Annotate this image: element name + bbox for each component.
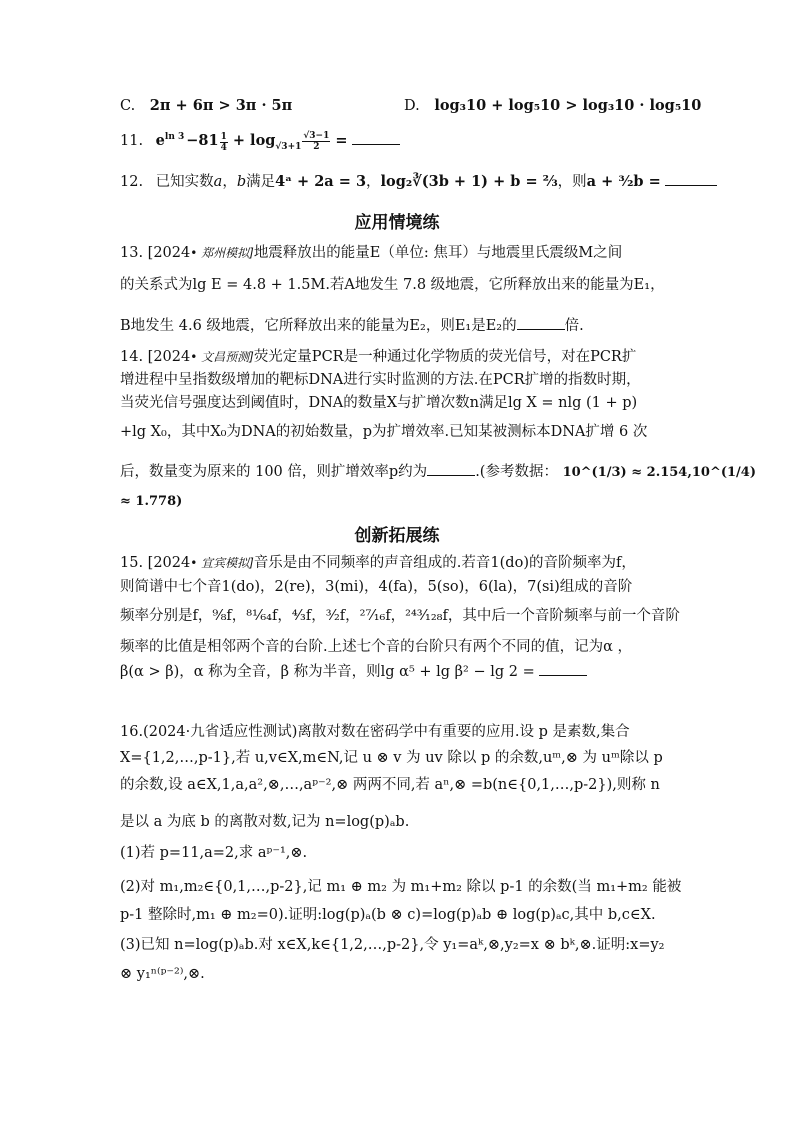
q12-var-b: b (236, 174, 247, 190)
question-13-line-3 (120, 316, 584, 336)
question-13-line-1 (120, 243, 622, 263)
question-15-line-2: 则简谱中七个音1(do)，2(re)，3(mi)，4(fa)，5(so)，6(la)，7(si)组成的音阶 (120, 579, 633, 595)
question-14-line-3: 当荧光信号强度达到阈值时，DNA的数量X与扩增次数n满足lg X = nlg (1 + p) (120, 395, 638, 411)
q12-equation-2: log₂∛(3b + 1) + b = ⅔ (380, 173, 558, 190)
answer-blank[interactable] (352, 131, 400, 145)
question-16-line-3: 的余数,设 a∈X,1,a,a²,⊗,…,aᵖ⁻²,⊗ 两两不同,若 aⁿ,⊗ =b(n∈{0,1,…,p-2}),则称 n (120, 777, 660, 793)
question-14-line-6: ≈ 1.778) (120, 494, 183, 509)
question-16-line-6: (2)对 m₁,m₂∈{0,1,…,p-2},记 m₁ ⊕ m₂ 为 m₁+m₂ 除以 p-1 的余数(当 m₁+m₂ 能被 (120, 879, 682, 895)
question-number: 11. (120, 133, 144, 149)
q11-exp-quarter (220, 132, 228, 153)
section-heading-application: 应用情境练 (354, 213, 440, 233)
question-12 (120, 170, 717, 194)
question-15-line-3: 频率分别是f，⁹⁄₈f，⁸¹⁄₆₄f，⁴⁄₃f，³⁄₂f，²⁷⁄₁₆f，²⁴³⁄₁₂₈f，其中后一个音阶频率与前一个音阶 (120, 608, 680, 624)
fraction-numerator: √3−1 (303, 130, 330, 141)
q11-term-e: e (155, 132, 165, 149)
q12-text: 已知实数 (155, 174, 214, 190)
q15-year: 15. [2024 (120, 555, 191, 571)
answer-blank[interactable] (427, 462, 475, 476)
q13-text: 地震释放出的能量E（单位: 焦耳）与地震里氏震级M之间 (253, 245, 623, 261)
question-number: 12. (120, 174, 144, 190)
q13-source: • 郑州模拟] (190, 246, 254, 260)
question-16-line-8: (3)已知 n=log(p)ₐb.对 x∈X,k∈{1,2,…,p-2},令 y₁=aᵏ,⊗,y₂=x ⊗ bᵏ,⊗.证明:x=y₂ (120, 937, 665, 953)
q11-term-81: −81 (186, 132, 219, 149)
option-d-label: D. (404, 98, 420, 114)
q15-text: β(α > β)，α 称为全音，β 称为半音，则lg α⁵ + lg β² − lg 2 = (120, 664, 535, 680)
q12-text: 满足 (246, 174, 276, 190)
q11-equals: = (335, 132, 348, 149)
q13-year: 13. [2024 (120, 245, 191, 261)
question-16-line-7: p-1 整除时,m₁ ⊕ m₂=0).证明:log(p)ₐ(b ⊗ c)=log(p)ₐb ⊕ log(p)ₐc,其中 b,c∈X. (120, 907, 656, 923)
question-14-line-1 (120, 347, 636, 367)
question-15-line-4: 频率的比值是相邻两个音的台阶.上述七个音的台阶只有两个不同的值，记为α ， (120, 639, 633, 655)
q12-text: ，则 (557, 174, 587, 190)
section-heading-innovation: 创新拓展练 (354, 526, 440, 546)
fraction-numerator: 1 (220, 132, 227, 143)
answer-blank[interactable] (517, 316, 565, 330)
option-c-label: C. (120, 98, 136, 114)
question-13-line-2: 的关系式为lg E = 4.8 + 1.5M.若A地发生 7.8 级地震，它所释放出来的能量为E₁， (120, 277, 665, 293)
question-16-line-9: ⊗ y₁ⁿ⁽ᵖ⁻²⁾,⊗. (120, 966, 205, 982)
q11-log-arg (302, 131, 330, 152)
q14-reference-data: 10^(1/3) ≈ 2.154,10^(1/4) (562, 465, 757, 480)
option-d (404, 96, 701, 116)
q12-equation-1: 4ᵃ + 2a = 3 (275, 173, 367, 190)
question-16-line-2: X={1,2,…,p-1},若 u,v∈X,m∈N,记 u ⊗ v 为 uv 除以 p 的余数,uᵐ,⊗ 为 uᵐ除以 p (120, 750, 663, 766)
q11-exp-ln3: ln 3 (164, 132, 185, 143)
q14-text: 荧光定量PCR是一种通过化学物质的荧光信号，对在PCR扩 (253, 349, 637, 365)
q12-text: ， (366, 174, 381, 190)
question-14-line-2: 增进程中呈指数级增加的靶标DNA进行实时监测的方法.在PCR扩增的指数时期， (120, 372, 641, 388)
q11-log-base: √3+1 (275, 141, 302, 152)
q13-text: 倍. (564, 318, 584, 334)
q14-source: • 文昌预测] (190, 350, 254, 364)
q11-term-log: + log (232, 132, 276, 149)
q14-year: 14. [2024 (120, 349, 191, 365)
option-c-expr: 2π + 6π > 3π · 5π (149, 97, 293, 114)
question-16-line-5: (1)若 p=11,a=2,求 aᵖ⁻¹,⊗. (120, 845, 308, 861)
q14-text: .(参考数据： (475, 464, 558, 480)
question-16-line-1: 16.(2024·九省适应性测试)离散对数在密码学中有重要的应用.设 p 是素数,集合 (120, 724, 630, 740)
fraction-denominator: 4 (220, 143, 227, 154)
question-15-line-5 (120, 662, 587, 682)
question-11 (120, 128, 400, 154)
question-15-line-1 (120, 553, 636, 573)
question-16-line-4: 是以 a 为底 b 的离散对数,记为 n=log(p)ₐb. (120, 814, 410, 830)
question-14-line-4: +lg X₀，其中X₀为DNA的初始数量，p为扩增效率.已知某被测标本DNA扩增 6 次 (120, 424, 648, 440)
q12-equation-3: a + ³⁄₂b = (586, 173, 661, 190)
answer-blank[interactable] (665, 172, 717, 186)
option-c (120, 96, 292, 116)
question-14-line-5 (120, 462, 756, 483)
q15-text: 音乐是由不同频率的声音组成的.若音1(do)的音阶频率为f， (253, 555, 636, 571)
q15-source: • 宜宾模拟] (190, 556, 254, 570)
q14-text: 后，数量变为原来的 100 倍，则扩增效率p约为 (120, 464, 428, 480)
q12-var-a: a (213, 174, 223, 190)
fraction-denominator: 2 (313, 141, 320, 152)
option-d-expr: log₃10 + log₅10 > log₃10 · log₅10 (434, 97, 702, 114)
answer-blank[interactable] (539, 662, 587, 676)
q13-text: B地发生 4.6 级地震，它所释放出来的能量为E₂，则E₁是E₂的 (120, 318, 517, 334)
q12-sep: ， (222, 174, 237, 190)
